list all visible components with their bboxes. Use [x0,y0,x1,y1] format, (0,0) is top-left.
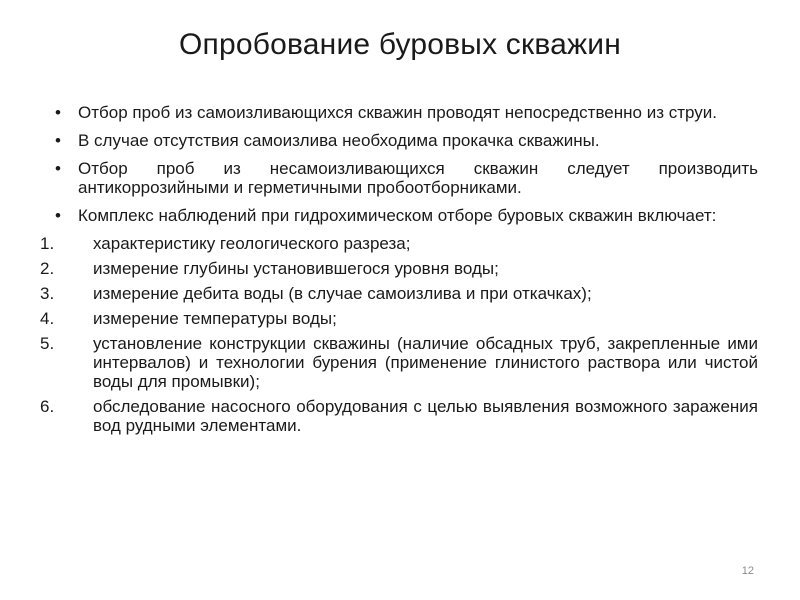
bullet-item [40,103,758,122]
number-marker: 4. [40,309,55,328]
bullet-list [40,103,758,225]
bullet-item [40,131,758,150]
numbered-text: измерение температуры воды; [93,309,337,328]
numbered-item [40,259,758,278]
numbered-text: измерение дебита воды (в случае самоизлива и при откачках); [93,284,592,303]
bullet-item [40,206,758,225]
numbered-item [40,397,758,435]
numbered-text: характеристику геологического разреза; [93,234,411,253]
number-marker: 5. [40,334,55,353]
bullet-text: Комплекс наблюдений при гидрохимическом отборе буровых скважин включает: [78,206,717,225]
number-marker: 1. [40,234,55,253]
numbered-item [40,284,758,303]
bullet-text: Отбор проб из самоизливающихся скважин проводят непосредственно из струи. [78,103,718,122]
numbered-list [40,234,758,435]
numbered-item [40,309,758,328]
number-marker: 6. [40,397,55,416]
number-marker: 2. [40,259,55,278]
numbered-text: измерение глубины установившегося уровня воды; [93,259,499,278]
slide-content [40,103,758,441]
bullet-marker: • [55,206,61,225]
bullet-marker: • [55,159,61,178]
bullet-text: Отбор проб из несамоизливающихся скважин следует производить антикоррозийными и герметичными пробоотборниками. [78,159,758,197]
numbered-item [40,334,758,391]
slide-title: Опробование буровых скважин [178,28,622,61]
bullet-text: В случае отсутствия самоизлива необходима прокачка скважины. [78,131,600,150]
bullet-marker: • [55,103,61,122]
numbered-text: обследование насосного оборудования с целью выявления возможного заражения вод рудными элементами. [93,397,758,435]
page-number: 12 [741,565,754,577]
numbered-text: установление конструкции скважины (наличие обсадных труб, закрепленные ими интервалов) и технологии бурения (применение глинистого раствора или чистой воды для промывки); [93,334,758,391]
number-marker: 3. [40,284,55,303]
bullet-item [40,159,758,197]
numbered-item [40,234,758,253]
bullet-marker: • [55,131,61,150]
